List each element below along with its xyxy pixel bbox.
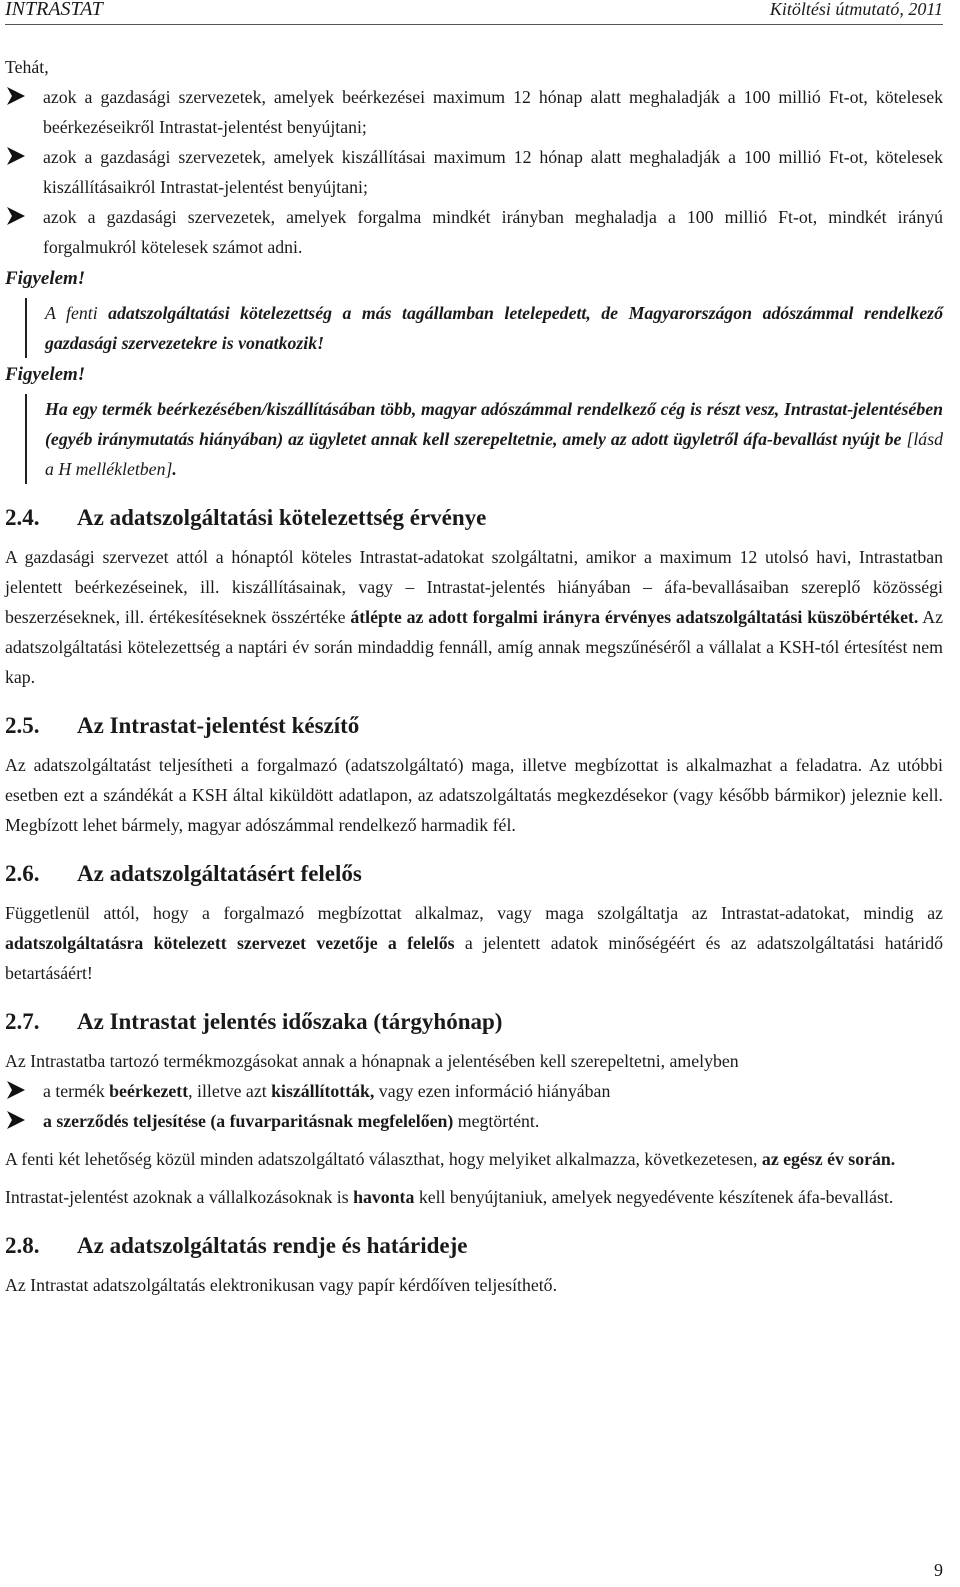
list-item: a termék beérkezett, illetve azt kiszállították, vagy ezen információ hiányában bbox=[5, 1076, 943, 1106]
section-paragraph: Az adatszolgáltatást teljesítheti a forgalmazó (adatszolgáltató) maga, illetve megbízottat is alkalmazhat a feladatra. Az utóbbi esetben ezt a szándékát a KSH által kiküldött adatlapon, az adatszolgáltatás megkezdésekor (vagy később bármikor) jeleznie kell. Megbízott lehet bármely, magyar adószámmal rendelkező harmadik fél. bbox=[5, 755, 943, 835]
intro-text: Tehát, bbox=[5, 57, 49, 77]
list-item: a szerződés teljesítése (a fuvarparitásnak megfelelően) megtörtént. bbox=[5, 1106, 943, 1136]
section-paragraph: A fenti két lehetőség közül minden adatszolgáltató választhat, hogy melyiket alkalmazza, következetesen, az egész év során. bbox=[5, 1149, 896, 1169]
arrow-bullet-icon bbox=[5, 205, 27, 227]
list-item: azok a gazdasági szervezetek, amelyek beérkezései maximum 12 hónap alatt meghaladják a 100 millió Ft-ot, kötelesek beérkezéseikről Intrastat-jelentést benyújtani; bbox=[5, 82, 943, 142]
page-header bbox=[5, 0, 943, 25]
note-box-2: Ha egy termék beérkezésében/kiszállításában több, magyar adószámmal rendelkező cég is részt vesz, Intrastat-jelentésében (egyéb iránymutatás hiányában) az ügyletet annak kell szerepeltetnie, amely az adott ügyletről áfa-bevallást nyújt be [lásd a H mellékletben]. bbox=[25, 394, 943, 484]
section-heading-2-6: 2.6. Az adatszolgáltatásért felelős bbox=[5, 861, 362, 886]
arrow-bullet-icon bbox=[5, 1109, 27, 1131]
section-paragraph: Az Intrastatba tartozó termékmozgásokat annak a hónapnak a jelentésében kell szerepeltetni, amelyben bbox=[5, 1051, 739, 1071]
page-number: 9 bbox=[934, 1560, 943, 1580]
section-heading-2-7: 2.7. Az Intrastat jelentés időszaka (tárgyhónap) bbox=[5, 1009, 503, 1034]
arrow-bullet-icon bbox=[5, 85, 27, 107]
list-item: azok a gazdasági szervezetek, amelyek forgalma mindkét irányban meghaladja a 100 millió Ft-ot, mindkét irányú forgalmukról kötelesek számot adni. bbox=[5, 202, 943, 262]
warning-label: Figyelem! bbox=[5, 268, 86, 289]
warning-label: Figyelem! bbox=[5, 364, 86, 385]
section-paragraph: Az Intrastat adatszolgáltatás elektronikusan vagy papír kérdőíven teljesíthető. bbox=[5, 1275, 558, 1295]
section-paragraph: Függetlenül attól, hogy a forgalmazó megbízottat alkalmaz, vagy maga szolgáltatja az Intrastat-adatokat, mindig az adatszolgáltatásra kötelezett szervezet vezetője a felelős a jelentett adatok minőségéért és az adatszolgáltatási határidő betartásáért! bbox=[5, 903, 943, 983]
header-title: INTRASTAT bbox=[5, 0, 103, 20]
section-paragraph: Intrastat-jelentést azoknak a vállalkozásoknak is havonta kell benyújtaniuk, amelyek negyedévente készítenek áfa-bevallást. bbox=[5, 1187, 894, 1207]
section-heading-2-8: 2.8. Az adatszolgáltatás rendje és határideje bbox=[5, 1233, 468, 1258]
obligation-list bbox=[5, 82, 943, 262]
arrow-bullet-icon bbox=[5, 145, 27, 167]
section-paragraph: A gazdasági szervezet attól a hónaptól köteles Intrastat-adatokat szolgáltatni, amikor a maximum 12 utolsó havi, Intrastatban jelentett beérkezéseinek, ill. kiszállításainak, vagy – Intrastat-jelentés hiányában – áfa-bevallásaiban szereplő közösségi beszerzéseknek, ill. értékesítéseknek összértéke átlépte az adott forgalmi irányra érvényes adatszolgáltatási küszöbértéket. Az adatszolgáltatási kötelezettség a naptári év során mindaddig fennáll, amíg annak megszűnéséről a vállalat a KSH-tól értesítést nem kap. bbox=[5, 547, 944, 687]
document-body bbox=[5, 50, 943, 1300]
section-heading-2-4: 2.4. Az adatszolgáltatási kötelezettség érvénye bbox=[5, 505, 487, 530]
period-list bbox=[5, 1076, 943, 1136]
note-box-1: A fenti adatszolgáltatási kötelezettség a más tagállamban letelepedett, de Magyarországon adószámmal rendelkező gazdasági szervezetekre is vonatkozik! bbox=[25, 298, 943, 358]
arrow-bullet-icon bbox=[5, 1079, 27, 1101]
section-heading-2-5: 2.5. Az Intrastat-jelentést készítő bbox=[5, 713, 360, 738]
list-item: azok a gazdasági szervezetek, amelyek kiszállításai maximum 12 hónap alatt meghaladják a 100 millió Ft-ot, kötelesek kiszállításaikról Intrastat-jelentést benyújtani; bbox=[5, 142, 943, 202]
header-subtitle: Kitöltési útmutató, 2011 bbox=[769, 0, 943, 19]
